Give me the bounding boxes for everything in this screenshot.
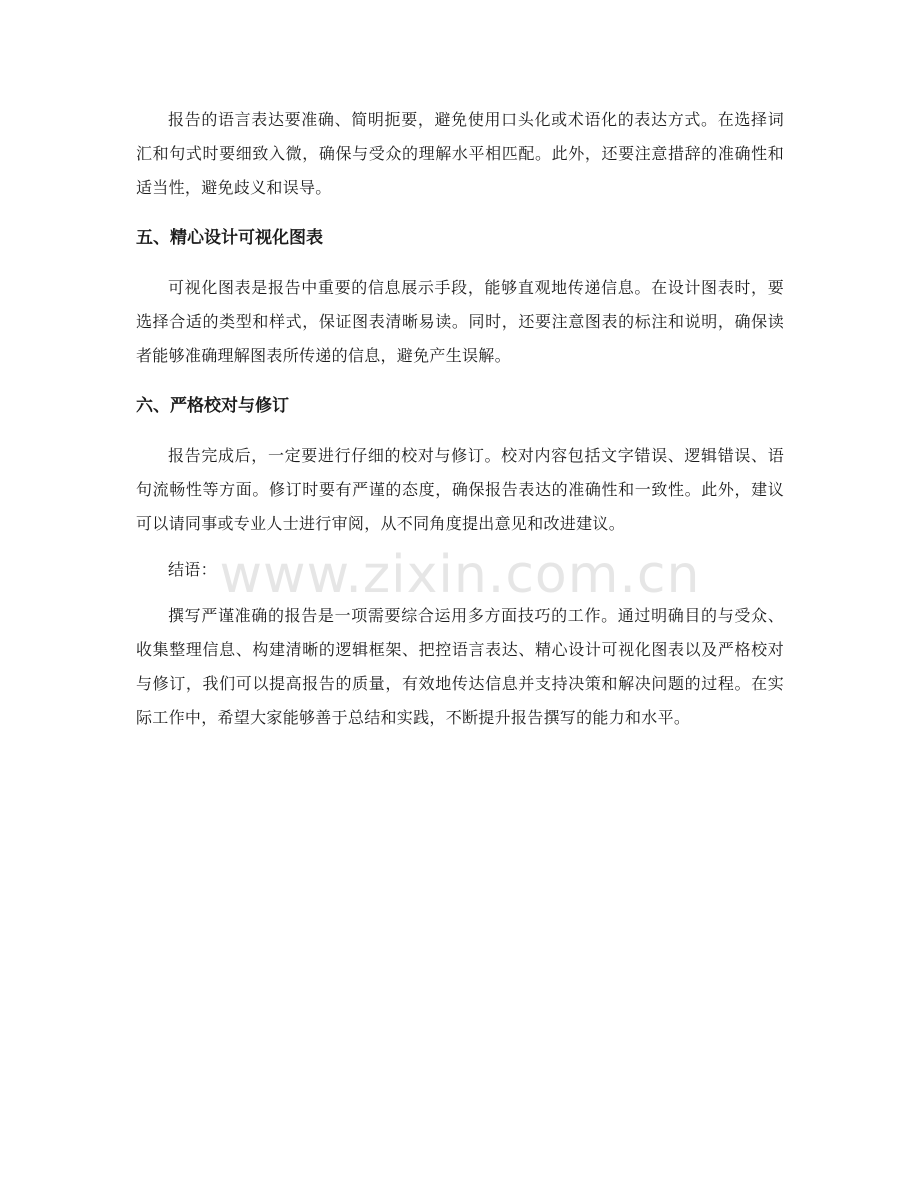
section-heading-proofreading: 六、严格校对与修订 xyxy=(136,396,289,416)
document-body xyxy=(136,103,784,735)
section-heading-visual-charts: 五、精心设计可视化图表 xyxy=(136,228,323,248)
paragraph-conclusion: 撰写严谨准确的报告是一项需要综合运用多方面技巧的工作。通过明确目的与受众、收集整理信息、构建清晰的逻辑框架、把控语言表达、精心设计可视化图表以及严格校对与修订，我们可以提高报告的质量，有效地传达信息并支持决策和解决问题的过程。在实际工作中，希望大家能够善于总结和实践，不断提升报告撰写的能力和水平。 xyxy=(136,606,784,727)
paragraph-proofreading: 报告完成后，一定要进行仔细的校对与修订。校对内容包括文字错误、逻辑错误、语句流畅性等方面。修订时要有严谨的态度，确保报告表达的准确性和一致性。此外，建议可以请同事或专业人士进行审阅，从不同角度提出意见和改进建议。 xyxy=(136,446,784,533)
conclusion-label: 结语： xyxy=(168,560,217,579)
paragraph-visual-charts: 可视化图表是报告中重要的信息展示手段，能够直观地传递信息。在设计图表时，要选择合适的类型和样式，保证图表清晰易读。同时，还要注意图表的标注和说明，确保读者能够准确理解图表所传递的信息，避免产生误解。 xyxy=(136,278,784,365)
paragraph-language-expression: 报告的语言表达要准确、简明扼要，避免使用口头化或术语化的表达方式。在选择词汇和句式时要细致入微，确保与受众的理解水平相匹配。此外，还要注意措辞的准确性和适当性，避免歧义和误导。 xyxy=(136,110,784,197)
watermark: www.zixin.com.cn xyxy=(219,545,701,605)
